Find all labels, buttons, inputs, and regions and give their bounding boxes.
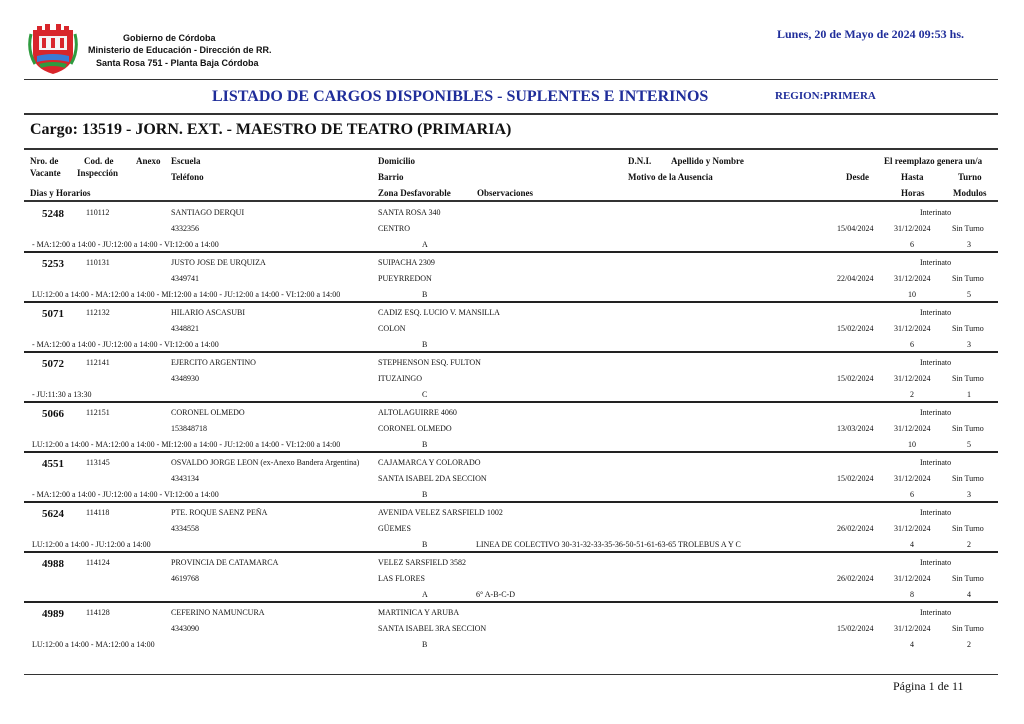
observaciones: LINEA DE COLECTIVO 30-31-32-33-35-36-50-51-61-63-65 TROLEBUS A Y C: [476, 540, 741, 549]
horas: 2: [910, 390, 914, 399]
org-line-2: Ministerio de Educación - Dirección de RR.: [88, 45, 272, 55]
horas: 4: [910, 640, 914, 649]
fecha-desde: 15/04/2024: [837, 224, 874, 233]
zona: A: [422, 590, 428, 599]
escuela-name: CORONEL OLMEDO: [171, 408, 245, 417]
modulos: 4: [967, 590, 971, 599]
domicilio: VELEZ SARSFIELD 3582: [378, 558, 466, 567]
fecha-hasta: 31/12/2024: [894, 324, 931, 333]
fecha-desde: 15/02/2024: [837, 474, 874, 483]
inspeccion-code: 113145: [86, 458, 110, 467]
table-row: [24, 602, 998, 652]
domicilio: SANTA ROSA 340: [378, 208, 441, 217]
dias-horarios: LU:12:00 a 14:00 - JU:12:00 a 14:00: [32, 540, 151, 549]
vacante-number: 4551: [42, 458, 64, 470]
escuela-telefono: 4619768: [171, 574, 199, 583]
escuela-telefono: 4332356: [171, 224, 199, 233]
col-desde: Desde: [846, 172, 869, 182]
page-number: Página 1 de 11: [893, 679, 964, 693]
dias-horarios: - MA:12:00 a 14:00 - JU:12:00 a 14:00 - VI:12:00 a 14:00: [32, 490, 219, 499]
vacante-number: 5071: [42, 308, 64, 320]
fecha-desde: 26/02/2024: [837, 574, 874, 583]
fecha-desde: 22/04/2024: [837, 274, 874, 283]
col-hasta: Hasta: [901, 172, 924, 182]
table-row: [24, 402, 998, 452]
zona: B: [422, 490, 428, 499]
domicilio: ALTOLAGUIRRE 4060: [378, 408, 457, 417]
escuela-name: EJERCITO ARGENTINO: [171, 358, 256, 367]
zona: B: [422, 540, 428, 549]
dias-horarios: - MA:12:00 a 14:00 - JU:12:00 a 14:00 - VI:12:00 a 14:00: [32, 240, 219, 249]
col-nro-de: Nro. de: [30, 156, 59, 166]
domicilio: MARTINICA Y ARUBA: [378, 608, 460, 617]
turno: Sin Turno: [952, 624, 984, 633]
inspeccion-code: 110131: [86, 258, 110, 267]
table-row: [24, 202, 998, 252]
tipo-reemplazo: Interinato: [920, 508, 952, 517]
modulos: 3: [967, 240, 971, 249]
tipo-reemplazo: Interinato: [920, 408, 952, 417]
vacante-number: 5072: [42, 358, 64, 370]
turno: Sin Turno: [952, 424, 984, 433]
zona: A: [422, 240, 428, 249]
barrio: CENTRO: [378, 224, 410, 233]
col-domicilio: Domicilio: [378, 156, 415, 166]
inspeccion-code: 114128: [86, 608, 110, 617]
turno: Sin Turno: [952, 324, 984, 333]
table-row: [24, 552, 998, 602]
zona: B: [422, 340, 428, 349]
tipo-reemplazo: Interinato: [920, 358, 952, 367]
escuela-telefono: 4349741: [171, 274, 199, 283]
modulos: 2: [967, 540, 971, 549]
zona: B: [422, 290, 428, 299]
escuela-telefono: 153848718: [171, 424, 207, 433]
modulos: 1: [967, 390, 971, 399]
fecha-hasta: 31/12/2024: [894, 624, 931, 633]
barrio: COLON: [378, 324, 406, 333]
zona: B: [422, 640, 428, 649]
domicilio: CAJAMARCA Y COLORADO: [378, 458, 481, 467]
fecha-hasta: 31/12/2024: [894, 474, 931, 483]
tipo-reemplazo: Interinato: [920, 608, 952, 617]
barrio: PUEYRREDON: [378, 274, 432, 283]
horas: 6: [910, 340, 914, 349]
vacante-number: 4989: [42, 608, 64, 620]
col-barrio: Barrio: [378, 172, 404, 182]
fecha-desde: 13/03/2024: [837, 424, 874, 433]
vacante-number: 5248: [42, 208, 64, 220]
col-motivo: Motivo de la Ausencia: [628, 172, 713, 182]
fecha-desde: 15/02/2024: [837, 374, 874, 383]
col-reemplazo: El reemplazo genera un/a: [884, 156, 983, 166]
inspeccion-code: 114118: [86, 508, 110, 517]
domicilio: CADIZ ESQ. LUCIO V. MANSILLA: [378, 308, 500, 317]
escuela-telefono: 4343090: [171, 624, 199, 633]
escuela-name: SANTIAGO DERQUI: [171, 208, 245, 217]
table-row: [24, 352, 998, 402]
vacante-number: 5066: [42, 408, 64, 420]
horas: 10: [908, 440, 916, 449]
col-modulos: Modulos: [953, 188, 987, 198]
col-anexo: Anexo: [136, 156, 161, 166]
col-escuela: Escuela: [171, 156, 201, 166]
barrio: CORONEL OLMEDO: [378, 424, 452, 433]
fecha-hasta: 31/12/2024: [894, 274, 931, 283]
fecha-hasta: 31/12/2024: [894, 224, 931, 233]
col-dni: D.N.I.: [628, 156, 652, 166]
modulos: 5: [967, 440, 971, 449]
domicilio: STEPHENSON ESQ. FULTON: [378, 358, 481, 367]
escuela-name: JUSTO JOSE DE URQUIZA: [171, 258, 266, 267]
fecha-hasta: 31/12/2024: [894, 374, 931, 383]
inspeccion-code: 112141: [86, 358, 110, 367]
modulos: 3: [967, 490, 971, 499]
horas: 4: [910, 540, 914, 549]
col-telefono: Teléfono: [171, 172, 204, 182]
barrio: LAS FLORES: [378, 574, 425, 583]
dias-horarios: LU:12:00 a 14:00 - MA:12:00 a 14:00 - MI:12:00 a 14:00 - JU:12:00 a 14:00 - VI:12:00 a 14:00: [32, 290, 341, 299]
barrio: ITUZAINGO: [378, 374, 422, 383]
col-vacante: Vacante: [30, 168, 61, 178]
inspeccion-code: 112132: [86, 308, 110, 317]
vacante-number: 5253: [42, 258, 64, 270]
tipo-reemplazo: Interinato: [920, 208, 952, 217]
domicilio: AVENIDA VELEZ SARSFIELD 1002: [378, 508, 503, 517]
region-label: REGION:PRIMERA: [775, 90, 876, 102]
tipo-reemplazo: Interinato: [920, 258, 952, 267]
tipo-reemplazo: Interinato: [920, 308, 952, 317]
turno: Sin Turno: [952, 574, 984, 583]
table-row: [24, 452, 998, 502]
col-observaciones: Observaciones: [477, 188, 533, 198]
col-inspeccion: Inspección: [77, 168, 119, 178]
tipo-reemplazo: Interinato: [920, 458, 952, 467]
inspeccion-code: 112151: [86, 408, 110, 417]
report-datetime: Lunes, 20 de Mayo de 2024 09:53 hs.: [777, 27, 965, 41]
escuela-name: OSVALDO JORGE LEON (ex-Anexo Bandera Argentina): [171, 458, 360, 467]
fecha-hasta: 31/12/2024: [894, 574, 931, 583]
horas: 6: [910, 490, 914, 499]
fecha-hasta: 31/12/2024: [894, 524, 931, 533]
domicilio: SUIPACHA 2309: [378, 258, 435, 267]
horas: 10: [908, 290, 916, 299]
horas: 8: [910, 590, 914, 599]
coat-of-arms-icon: [27, 24, 79, 76]
col-horas: Horas: [901, 188, 925, 198]
inspeccion-code: 114124: [86, 558, 110, 567]
inspeccion-code: 110112: [86, 208, 110, 217]
turno: Sin Turno: [952, 224, 984, 233]
barrio: SANTA ISABEL 3RA SECCION: [378, 624, 487, 633]
escuela-name: PTE. ROQUE SAENZ PEÑA: [171, 508, 268, 517]
escuela-telefono: 4334558: [171, 524, 199, 533]
turno: Sin Turno: [952, 474, 984, 483]
dias-horarios: LU:12:00 a 14:00 - MA:12:00 a 14:00: [32, 640, 155, 649]
col-cod-de: Cod. de: [84, 156, 114, 166]
cargo-title: Cargo: 13519 - JORN. EXT. - MAESTRO DE TEATRO (PRIMARIA): [30, 121, 512, 138]
fecha-desde: 15/02/2024: [837, 324, 874, 333]
turno: Sin Turno: [952, 374, 984, 383]
escuela-name: PROVINCIA DE CATAMARCA: [171, 558, 279, 567]
turno: Sin Turno: [952, 524, 984, 533]
observaciones: 6° A-B-C-D: [476, 590, 515, 599]
escuela-telefono: 4348930: [171, 374, 199, 383]
escuela-name: HILARIO ASCASUBI: [171, 308, 246, 317]
modulos: 3: [967, 340, 971, 349]
vacante-number: 5624: [42, 508, 64, 520]
tipo-reemplazo: Interinato: [920, 558, 952, 567]
org-line-1: Gobierno de Córdoba: [123, 33, 216, 43]
report-title: LISTADO DE CARGOS DISPONIBLES - SUPLENTES E INTERINOS: [212, 88, 709, 105]
table-row: [24, 502, 998, 552]
table-row: [24, 252, 998, 302]
escuela-telefono: 4348821: [171, 324, 199, 333]
col-zona: Zona Desfavorable: [378, 188, 451, 198]
turno: Sin Turno: [952, 274, 984, 283]
dias-horarios: - MA:12:00 a 14:00 - JU:12:00 a 14:00 - VI:12:00 a 14:00: [32, 340, 219, 349]
vacante-number: 4988: [42, 558, 64, 570]
modulos: 2: [967, 640, 971, 649]
col-turno: Turno: [958, 172, 982, 182]
escuela-name: CEFERINO NAMUNCURA: [171, 608, 265, 617]
barrio: SANTA ISABEL 2DA SECCION: [378, 474, 487, 483]
fecha-desde: 15/02/2024: [837, 624, 874, 633]
zona: C: [422, 390, 428, 399]
col-apellido: Apellido y Nombre: [671, 156, 744, 166]
fecha-desde: 26/02/2024: [837, 524, 874, 533]
modulos: 5: [967, 290, 971, 299]
barrio: GÜEMES: [378, 524, 411, 533]
col-dias-horarios: Dias y Horarios: [30, 188, 91, 198]
org-line-3: Santa Rosa 751 - Planta Baja Córdoba: [96, 58, 259, 68]
horas: 6: [910, 240, 914, 249]
table-row: [24, 302, 998, 352]
escuela-telefono: 4343134: [171, 474, 199, 483]
fecha-hasta: 31/12/2024: [894, 424, 931, 433]
zona: B: [422, 440, 428, 449]
dias-horarios: - JU:11:30 a 13:30: [32, 390, 92, 399]
dias-horarios: LU:12:00 a 14:00 - MA:12:00 a 14:00 - MI:12:00 a 14:00 - JU:12:00 a 14:00 - VI:12:00 a 14:00: [32, 440, 341, 449]
